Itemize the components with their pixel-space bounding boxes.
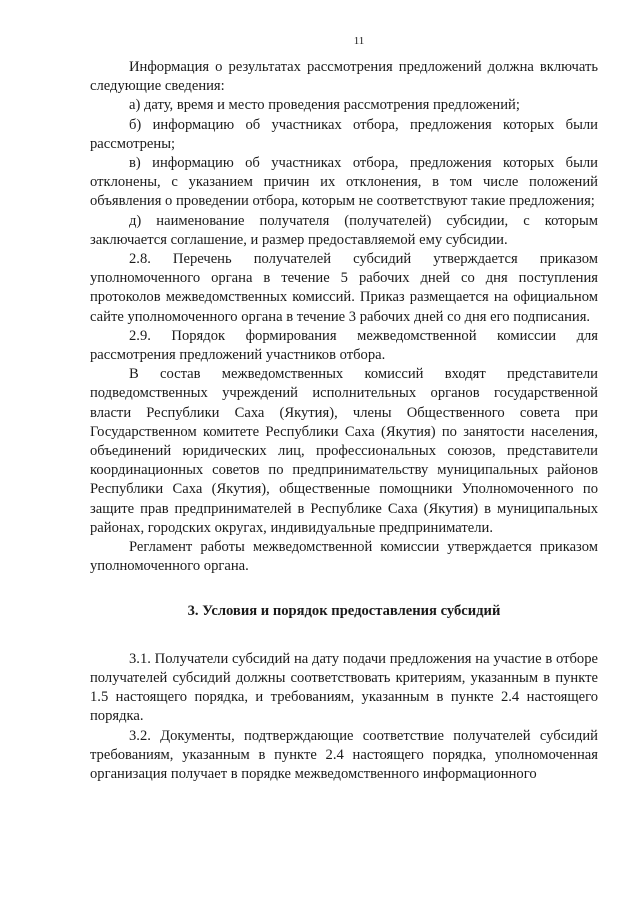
list-item: а) дату, время и место проведения рассмотрения предложений; [129, 97, 520, 114]
paragraph: Регламент работы межведомственной комиссии утверждается приказом уполномоченного органа. [90, 539, 598, 575]
paragraph: 3.2. Документы, подтверждающие соответствие получателей субсидий требованиям, указанным в пункте 2.4 настоящего порядка, уполномоченная организация получает в порядке межведомственного информационного [90, 727, 598, 782]
paragraph: Информация о результатах рассмотрения предложений должна включать следующие сведения: [90, 59, 598, 95]
section-heading: 3. Условия и порядок предоставления субсидий [187, 603, 501, 620]
list-item: в) информацию об участниках отбора, предложения которых были отклонены, с указанием причин их отклонения, в том числе положений объявления о проведении отбора, которым не соответствуют такие предложения; [90, 155, 598, 210]
paragraph: В состав межведомственных комиссий входят представители подведомственных учреждений исполнительных органов государственной власти Республики Саха (Якутия), члены Общественного совета при Государственном комитете Республики Саха (Якутия) по занятости населения, объединений юридических лиц, профессиональных союзов, представители координационных советов по предпринимательству муниципальных районов Республики Саха (Якутия), общественные помощники Уполномоченного по защите прав предпринимателей в Республике Саха (Якутия) в муниципальных районах, городских округах, индивидуальные предприниматели. [90, 366, 598, 536]
paragraph: 2.9. Порядок формирования межведомственной комиссии для рассмотрения предложений участников отбора. [90, 327, 598, 364]
page-number: 11 [353, 35, 365, 47]
paragraph: 3.1. Получатели субсидий на дату подачи предложения на участие в отборе получателей субсидий должны соответствовать критериям, указанным в пункте 1.5 настоящего порядка, и требованиям, указанным в пункте 2.4 настоящего порядка. [90, 650, 598, 725]
paragraph: 2.8. Перечень получателей субсидий утверждается приказом уполномоченного органа в течение 5 рабочих дней со дня поступления протоколов межведомственных комиссий. Приказ размещается на официальном сайте уполномоченного органа в течение 3 рабочих дней со дня его подписания. [90, 251, 598, 325]
list-item: д) наименование получателя (получателей) субсидии, с которым заключается соглашение, и размер предоставляемой ему субсидии. [90, 212, 598, 248]
list-item: б) информацию об участниках отбора, предложения которых были рассмотрены; [90, 116, 598, 152]
